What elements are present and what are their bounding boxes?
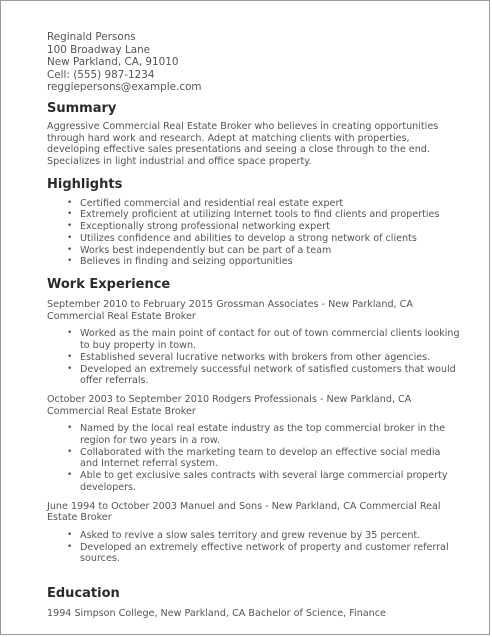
- highlight-item: • Utilizes confidence and abilities to develop a strong network of clients: [80, 233, 461, 245]
- experience-heading: Work Experience: [47, 277, 171, 292]
- education-line: 1994 Simpson College, New Parkland, CA Bachelor of Science, Finance: [47, 608, 386, 620]
- highlight-item: • Believes in finding and seizing opportunities: [80, 256, 461, 268]
- job-bullet: • Developed an extremely successful network of satisfied customers that would offer referrals.: [80, 364, 461, 387]
- education-section: [47, 586, 461, 620]
- job-bullet: • Named by the local real estate industry as the top commercial broker in the region for two years in a row.: [80, 423, 461, 446]
- job-entry: [47, 299, 461, 387]
- highlight-item: • Exceptionally strong professional networking expert: [80, 221, 461, 233]
- highlights-list: [47, 198, 461, 268]
- job-bullets: [47, 530, 461, 565]
- highlight-item: • Works best independently but can be part of a team: [80, 245, 461, 257]
- job-bullet: • Collaborated with the marketing team to develop an effective social media and Internet referral system.: [80, 447, 461, 470]
- job-entry: [47, 394, 461, 494]
- contact-name: Reginald Persons: [47, 31, 136, 43]
- job-bullets: [47, 328, 461, 387]
- summary-text: Aggressive Commercial Real Estate Broker who believes in creating opportunities through hard work and research. Adept at matching clients with properties, developing effective sales presentations and seeing a close through to the end. Specializes in light industrial and office space property.: [47, 120, 439, 168]
- contact-street: 100 Broadway Lane: [47, 43, 151, 56]
- job-bullet: • Able to get exclusive sales contracts with several large commercial property developers.: [80, 470, 461, 493]
- contact-block: [47, 31, 461, 94]
- highlight-item: • Certified commercial and residential real estate expert: [80, 198, 461, 210]
- summary-section: [47, 101, 461, 168]
- contact-city: New Parkland, CA, 91010: [47, 56, 179, 69]
- highlight-item: • Extremely proficient at utilizing Internet tools to find clients and properties: [80, 209, 461, 221]
- job-entry: [47, 501, 461, 566]
- experience-section: [47, 277, 461, 565]
- job-bullet: • Established several lucrative networks with brokers from other agencies.: [80, 352, 461, 364]
- summary-heading: Summary: [47, 100, 117, 116]
- job-bullet: • Developed an extremely effective network of property and customer referral sources.: [80, 542, 461, 565]
- job-bullet: • Asked to revive a slow sales territory and grew revenue by 35 percent.: [80, 530, 461, 542]
- job-header: October 2003 to September 2010 Rodgers Professionals - New Parkland, CA Commercial Real Estate Broker: [47, 393, 412, 417]
- contact-email: reggiepersons@example.com: [47, 81, 202, 94]
- job-bullet: • Worked as the main point of contact for out of town commercial clients looking to buy property in town.: [80, 328, 461, 351]
- job-header: June 1994 to October 2003 Manuel and Sons - New Parkland, CA Commercial Real Estate Broker: [47, 500, 441, 524]
- highlights-section: [47, 177, 461, 268]
- job-header: September 2010 to February 2015 Grossman Associates - New Parkland, CA Commercial Real Estate Broker: [47, 299, 413, 322]
- job-bullets: [47, 423, 461, 493]
- contact-phone: Cell: (555) 987-1234: [47, 68, 155, 81]
- education-heading: Education: [47, 586, 120, 602]
- highlights-heading: Highlights: [47, 176, 123, 192]
